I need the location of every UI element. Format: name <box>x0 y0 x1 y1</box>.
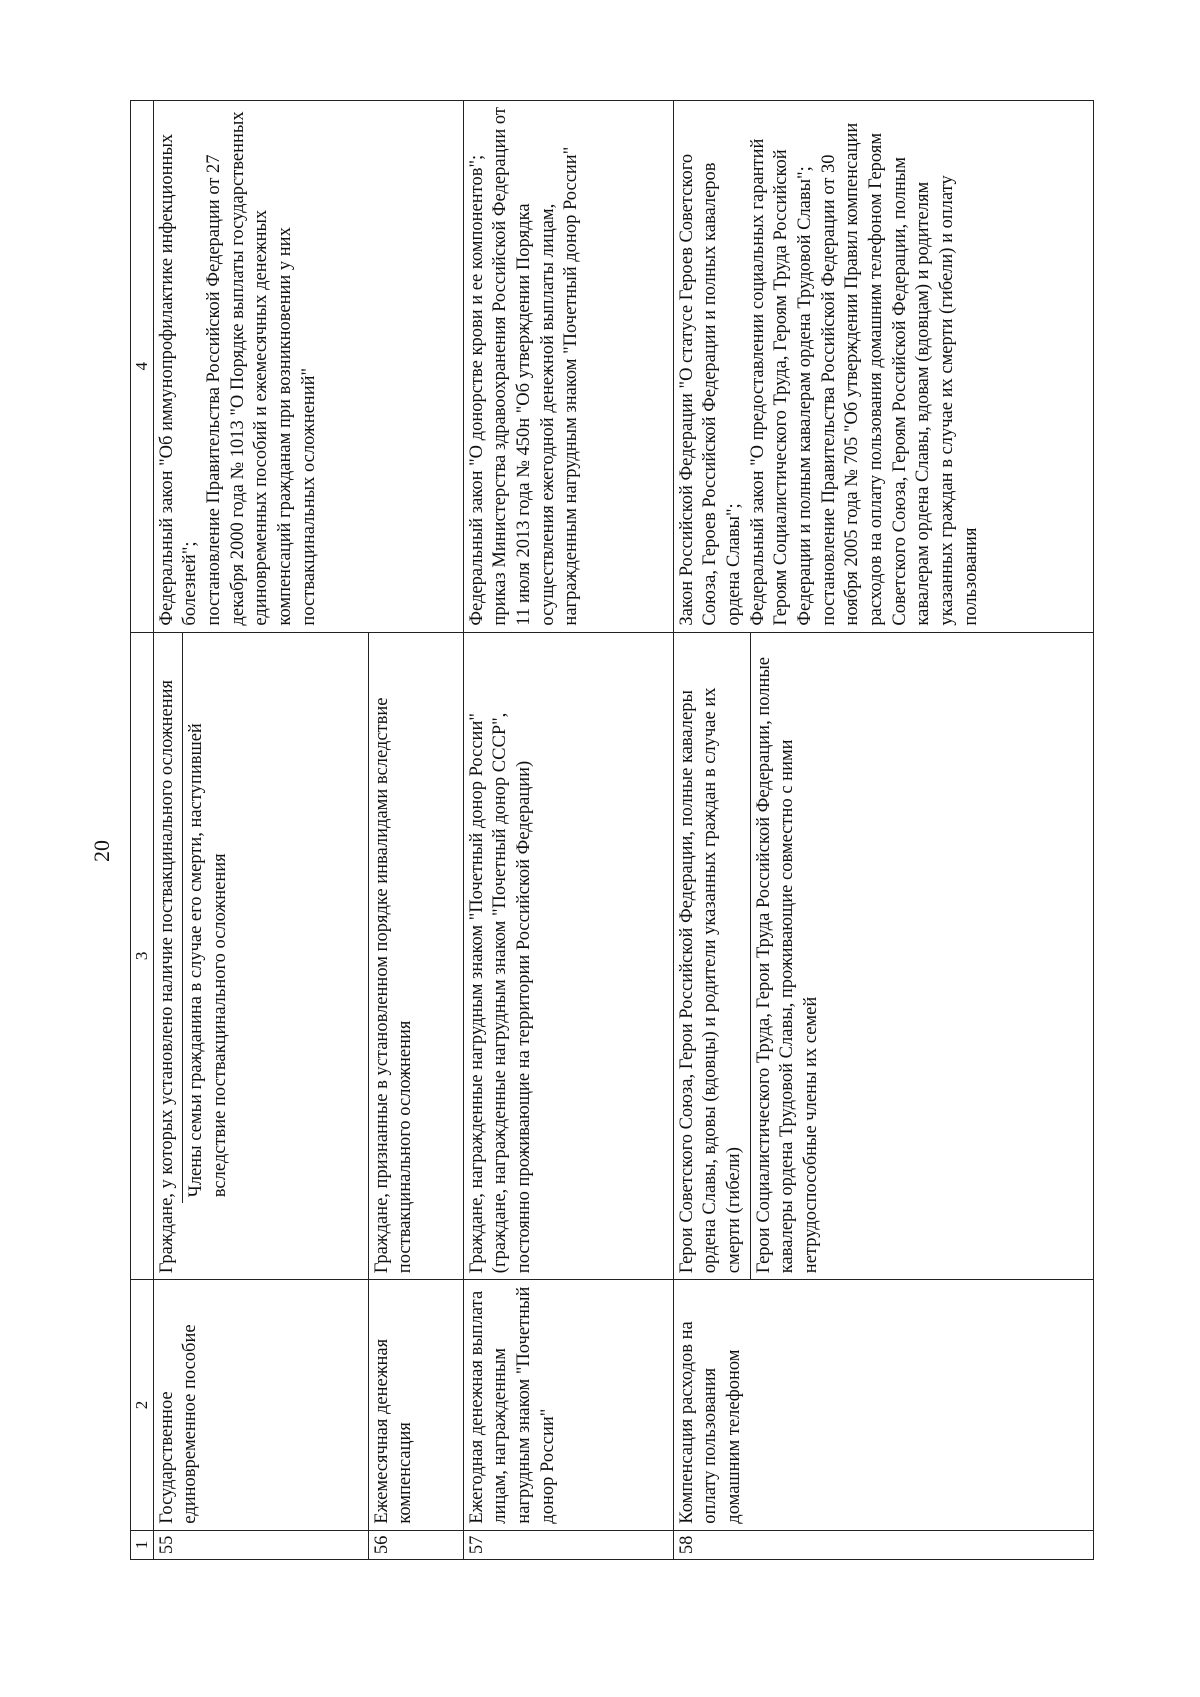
recipients-cell <box>673 632 1093 1280</box>
recipient-text: Герои Советского Союза, Герои Российской Федерации, полные кавалеры ордена Славы, вдовы (вдовцы) и родители указанных граждан в случае их смерти (гибели) <box>676 687 745 1274</box>
basis-text: приказ Министерства здравоохранения Российской Федерации от 11 июля 2013 года № 450н "Об утверждении Порядка осуществления ежегодной денежной выплаты лицам, награжденным нагрудным знаком "Почетный донор России" <box>490 107 582 626</box>
basis-text: Закон Российской Федерации "О статусе Героев Советского Союза, Героев Российской Федерации и полных кавалеров ордена Славы"; <box>676 153 745 626</box>
recipient-text: Герои Социалистического Труда, Герои Труда Российской Федерации, полные кавалеры ордена Трудовой Славы, проживающие совместно с ними нетрудоспособные члены их семей <box>753 656 822 1274</box>
basis-text: Федеральный закон "Об иммунопрофилактике инфекционных болезней"; <box>156 133 201 626</box>
table-row <box>673 101 1093 1560</box>
recipient-subcell <box>182 633 232 1204</box>
header-row <box>131 101 154 1560</box>
recipient-subcell <box>750 633 824 1280</box>
rotated-table-sheet <box>130 100 1140 1560</box>
basis-text: постановление Правительства Российской Федерации от 30 ноября 2005 года № 705 "Об утверждении Правил компенсации расходов на оплату пользования домашним телефоном Героям Советского Союза, Героям Российской Федерации, полным кавалерам ордена Славы, вдовам (вдовцам) и родителям указанных граждан в случае их смерти (гибели) и оплату пользования <box>818 122 981 626</box>
row-number: 56 <box>368 1530 463 1559</box>
basis-text: постановление Правительства Российской Федерации от 27 декабря 2000 года № 1013 "О Порядке выплаты государственных единовременных пособий и ежемесячных денежных компенсаций гражданам при возникновении у них поствакцинальных осложнений" <box>204 111 319 626</box>
benefit-name: Государственное единовременное пособие <box>153 1280 368 1530</box>
recipients-cell: Граждане, награжденные нагрудным знаком "Почетный донор России" (граждане, награжденные нагрудным знаком "Почетный донор СССР", постоянно проживающие на территории Российской Федерации) <box>463 632 673 1280</box>
page-number: 20 <box>89 840 114 862</box>
benefit-name: Ежегодная денежная выплата лицам, награжденным нагрудным знаком "Почетный донор России" <box>463 1280 673 1530</box>
row-number: 58 <box>673 1530 1093 1559</box>
header-col-2: 2 <box>131 1280 154 1530</box>
table-row <box>153 101 368 1560</box>
legal-basis-cell <box>463 101 673 633</box>
header-col-1: 1 <box>131 1530 154 1559</box>
benefit-name: Компенсация расходов на оплату пользования домашним телефоном <box>673 1280 1093 1530</box>
benefits-table <box>130 100 1094 1560</box>
header-col-4: 4 <box>131 101 154 633</box>
table-row <box>463 101 673 1560</box>
row-number: 55 <box>153 1530 368 1559</box>
basis-text: Федеральный закон "О предоставлении социальных гарантий Героям Социалистического Труда, Героям Труда Российской Федерации и полным кавалерам ордена Трудовой Славы"; <box>747 138 816 626</box>
recipients-cell: Граждане, признанные в установленном порядке инвалидами вследствие поствакцинального осложнения <box>368 632 463 1280</box>
recipient-text: Граждане, у которых установлено наличие поствакцинального осложнения <box>156 679 177 1274</box>
basis-text: Федеральный закон "О донорстве крови и ее компонентов"; <box>466 154 487 626</box>
header-col-3: 3 <box>131 632 154 1280</box>
row-number: 57 <box>463 1530 673 1559</box>
recipient-text: Члены семьи гражданина в случае его смерти, наступившей вследствие поствакцинального осложнения <box>186 723 231 1198</box>
benefit-name: Ежемесячная денежная компенсация <box>368 1280 463 1530</box>
recipients-cell <box>153 632 368 1280</box>
legal-basis-cell <box>153 101 463 633</box>
legal-basis-cell <box>673 101 1093 633</box>
